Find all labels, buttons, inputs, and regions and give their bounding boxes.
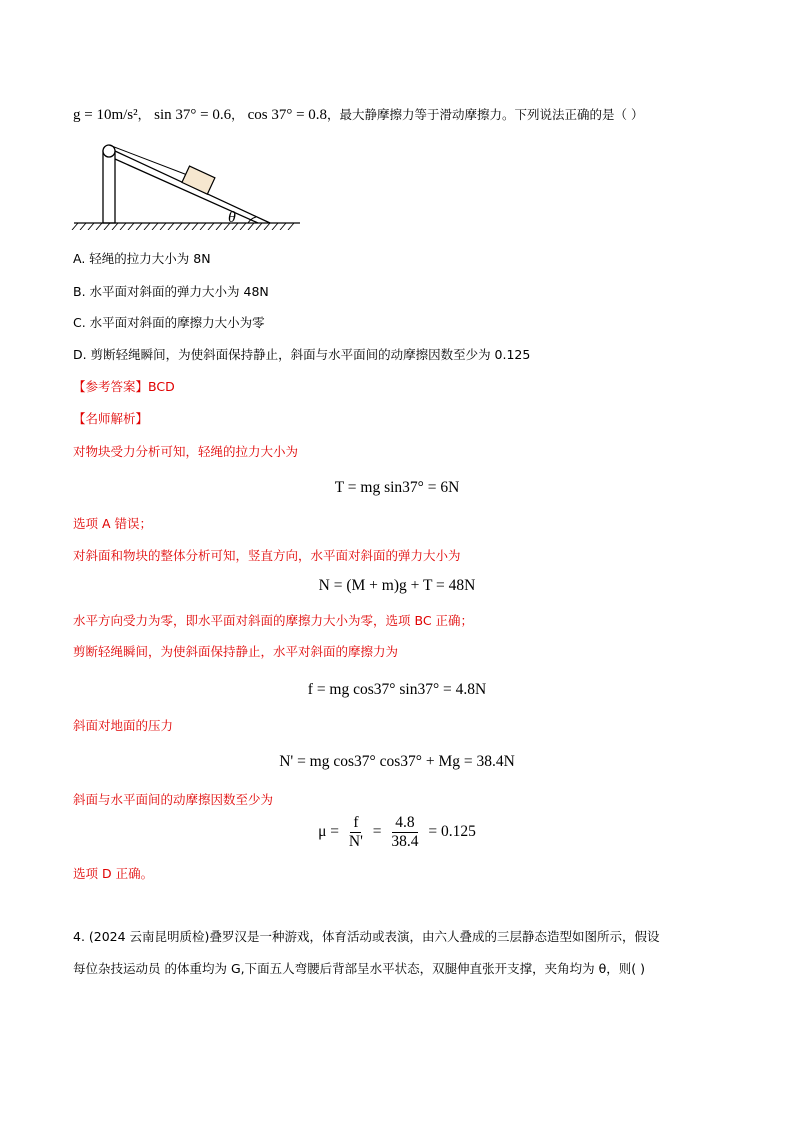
analysis-heading: 【名师解析】 <box>73 411 149 426</box>
conditions-line: g = 10m/s²， sin 37° = 0.6， cos 37° = 0.8，最大静摩擦力等于滑动摩擦力。下列说法正确的是（ ） <box>73 107 644 123</box>
fraction-f-over-n <box>346 814 366 851</box>
numerator-f: f <box>350 814 361 833</box>
denominator-value: 38.4 <box>391 833 419 850</box>
ground-hatch <box>280 223 286 230</box>
ground-hatch <box>200 223 206 230</box>
ground-hatch <box>88 223 94 230</box>
solution-step-8: 选项 D 正确。 <box>73 866 154 881</box>
problem4-line-2: 每位杂技运动员 的体重均为 G,下面五人弯腰后背部呈水平状态，双腿伸直张开支撑，夹角均为 θ，则( ) <box>73 961 645 976</box>
ground-hatch <box>256 223 262 230</box>
ground-hatch <box>192 223 198 230</box>
option-d: D. 剪断轻绳瞬间，为使斜面保持静止，斜面与水平面间的动摩擦因数至少为 0.125 <box>73 347 531 362</box>
formula-friction: f = mg cos37° sin37° = 4.8N <box>307 681 487 698</box>
solution-step-7: 斜面与水平面间的动摩擦因数至少为 <box>73 792 274 807</box>
block <box>182 166 215 194</box>
ground-hatch <box>248 223 254 230</box>
ground-hatch <box>96 223 102 230</box>
solution-step-1: 对物块受力分析可知，轻绳的拉力大小为 <box>73 444 299 459</box>
question-stem: 最大静摩擦力等于滑动摩擦力。下列说法正确的是（ ） <box>339 107 644 122</box>
formula-mu <box>0 814 794 851</box>
formula-pressure: N' = mg cos37° cos37° + Mg = 38.4N <box>279 753 515 770</box>
cos-value: cos 37° = 0.8 <box>247 107 328 123</box>
ground-hatch <box>80 223 86 230</box>
ground-hatch <box>176 223 182 230</box>
solution-step-6: 斜面对地面的压力 <box>73 718 174 733</box>
solution-step-3: 对斜面和物块的整体分析可知，竖直方向，水平面对斜面的弹力大小为 <box>73 548 461 563</box>
numerator-value: 4.8 <box>392 814 417 833</box>
ground-hatch <box>128 223 134 230</box>
sin-value: sin 37° = 0.6 <box>154 107 232 123</box>
solution-step-4: 水平方向受力为零，即水平面对斜面的摩擦力大小为零，选项 BC 正确； <box>73 613 474 628</box>
ground-hatch <box>272 223 278 230</box>
formula-normal-force: N = (M + m)g + T = 48N <box>318 577 476 594</box>
mu-symbol: μ = <box>318 823 340 841</box>
rope <box>109 145 190 176</box>
ground-hatch <box>120 223 126 230</box>
theta-label: θ <box>228 209 236 226</box>
option-b: B. 水平面对斜面的弹力大小为 48N <box>73 284 269 299</box>
ground-hatch <box>152 223 158 230</box>
ground-hatch <box>264 223 270 230</box>
equals-sign: = <box>372 823 382 841</box>
formula-tension: T = mg sin37° = 6N <box>334 479 460 496</box>
ground-hatch <box>288 223 294 230</box>
ground-hatch <box>240 223 246 230</box>
ground-hatch <box>136 223 142 230</box>
fraction-values <box>388 814 421 851</box>
ground-hatch <box>168 223 174 230</box>
ground-hatch <box>216 223 222 230</box>
solution-step-5: 剪断轻绳瞬间，为使斜面保持静止，水平对斜面的摩擦力为 <box>73 644 399 659</box>
problem4-line-1: 4. (2024 云南昆明质检)叠罗汉是一种游戏，体育活动或表演，由六人叠成的三层静态造型如图所示，假设 <box>73 929 660 944</box>
ground-hatch <box>184 223 190 230</box>
ground-hatch <box>144 223 150 230</box>
incline-figure <box>70 138 310 230</box>
gravity-value: g = 10m/s² <box>73 107 138 123</box>
ground-hatch <box>72 223 78 230</box>
answer: 【参考答案】BCD <box>73 379 175 394</box>
denominator-n: N' <box>348 833 363 850</box>
option-c: C. 水平面对斜面的摩擦力大小为零 <box>73 315 265 330</box>
option-a: A. 轻绳的拉力大小为 8N <box>73 251 211 266</box>
pole <box>103 151 115 223</box>
ground-hatch <box>208 223 214 230</box>
ground-hatch <box>104 223 110 230</box>
ground-hatch <box>160 223 166 230</box>
solution-step-2: 选项 A 错误； <box>73 516 152 531</box>
mu-result: = 0.125 <box>428 823 476 841</box>
ground-hatch <box>112 223 118 230</box>
